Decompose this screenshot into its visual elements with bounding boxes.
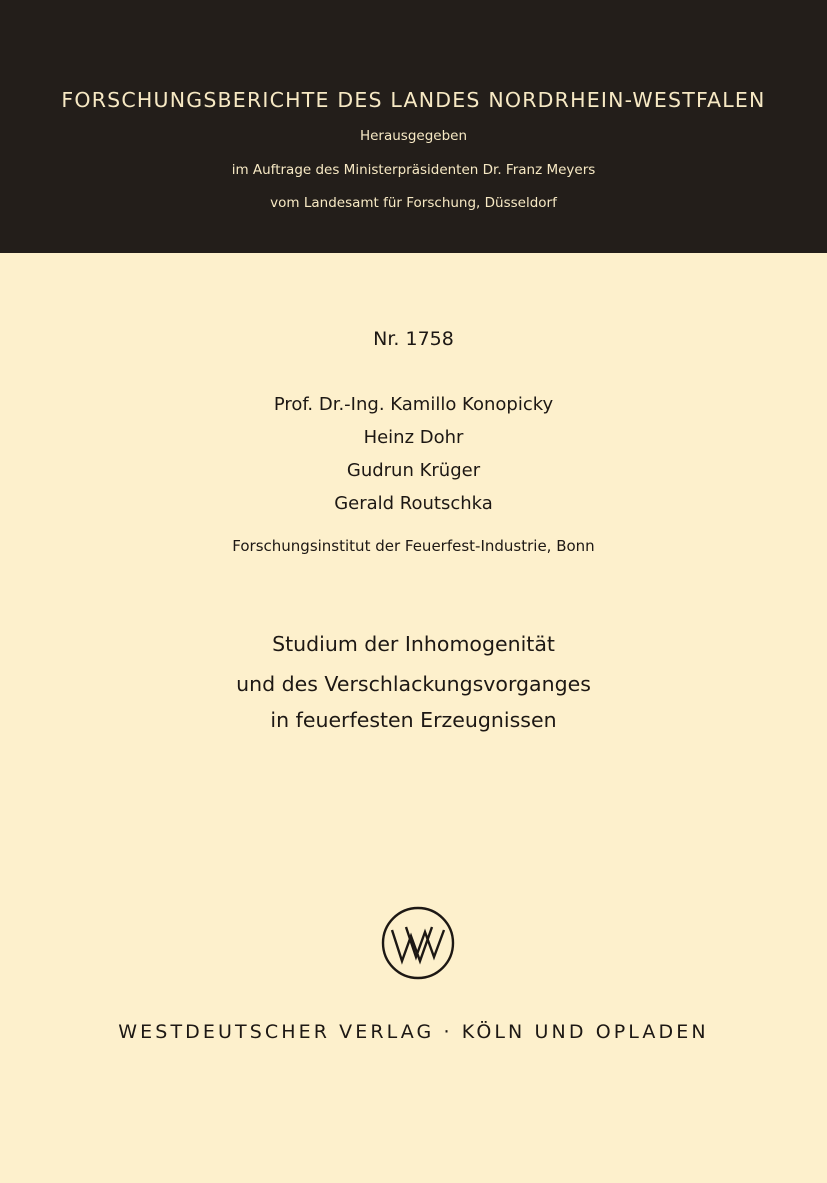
publisher: WESTDEUTSCHER VERLAG · KÖLN UND OPLADEN [118,1021,709,1043]
author-4: Gerald Routschka [334,493,493,514]
institute: Forschungsinstitut der Feuerfest-Industrie, Bonn [232,537,595,555]
title-line-3: in feuerfesten Erzeugnissen [270,708,557,732]
issuing-office: vom Landesamt für Forschung, Düsseldorf [270,195,557,211]
title-line-1: Studium der Inhomogenität [272,632,555,656]
title-line-2: und des Verschlackungsvorganges [236,672,591,696]
commissioned-by: im Auftrage des Ministerpräsidenten Dr. Franz Meyers [231,162,596,178]
series-title: FORSCHUNGSBERICHTE DES LANDES NORDRHEIN-WESTFALEN [61,88,766,112]
report-number: Nr. 1758 [373,328,454,350]
author-1: Prof. Dr.-Ing. Kamillo Konopicky [273,394,554,415]
author-3: Gudrun Krüger [346,460,481,481]
westdeutscher-verlag-w-logo-icon [380,905,456,981]
editor-note: Herausgegeben [359,128,468,144]
header-band [0,0,827,253]
author-2: Heinz Dohr [363,427,464,448]
